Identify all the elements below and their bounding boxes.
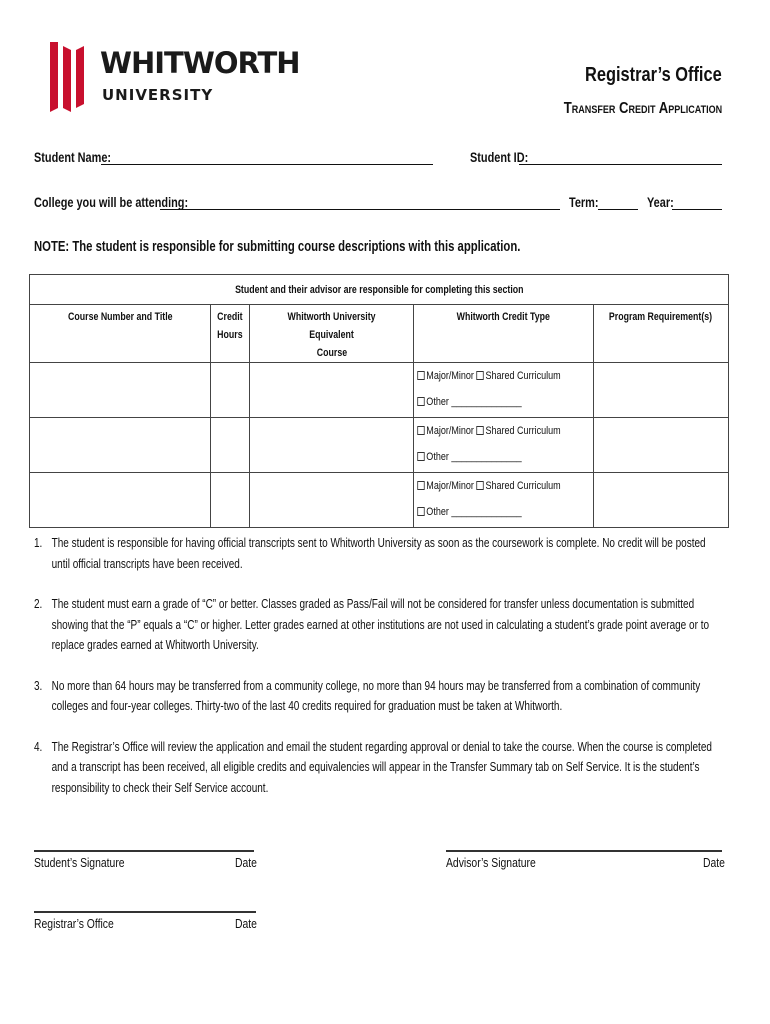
major-minor-checkbox[interactable]	[417, 371, 424, 380]
other-checkbox[interactable]	[417, 397, 424, 406]
note-text: NOTE: The student is responsible for submitting course descriptions with this application.	[34, 239, 521, 255]
course-cell[interactable]	[30, 363, 211, 418]
list-item: 3. No more than 64 hours may be transferred from a community college, no more than 94 hours may be transferred from a combination of community colleges and four-year colleges. Thirty-two of the last 40 credits required for graduation must be taken at Whitworth.	[34, 678, 701, 713]
program-cell[interactable]	[593, 473, 728, 528]
col-course-header: Course Number and Title	[30, 305, 211, 363]
table-row	[30, 473, 729, 528]
college-label: College you will be attending:	[34, 194, 189, 210]
table-row	[30, 418, 729, 473]
list-item: 2. The student must earn a grade of “C” or better. Classes graded as Pass/Fail will not be considered for transfer unless documentation is submitted showing that the “P” equals a “C” or higher. Letter grades earned at other institutions are not used in calculating a student’s grade point average or to replace grades earned at Whitworth University.	[34, 597, 710, 652]
logo-subtitle: UNIVERSITY	[102, 86, 214, 104]
equivalent-cell[interactable]	[249, 363, 413, 418]
course-table	[29, 274, 729, 528]
logo-wordmark: WHITWORTH	[100, 46, 300, 80]
equivalent-cell[interactable]	[249, 473, 413, 528]
equivalent-cell[interactable]	[249, 418, 413, 473]
shared-curriculum-checkbox[interactable]	[476, 371, 483, 380]
program-cell[interactable]	[593, 363, 728, 418]
year-field[interactable]	[672, 209, 722, 210]
other-checkbox[interactable]	[417, 507, 424, 516]
office-title: Registrar’s Office	[585, 64, 722, 86]
student-date-label: Date	[235, 855, 257, 870]
student-name-field[interactable]	[101, 164, 433, 165]
credit-type-cell: Major/Minor Shared Curriculum Other ______________	[414, 363, 594, 418]
program-cell[interactable]	[593, 418, 728, 473]
list-item: 1. The student is responsible for having official transcripts sent to Whitworth University as soon as the coursework is complete. No credit will be posted until official transcripts have been received.	[34, 536, 706, 571]
col-credit-type-header: Whitworth Credit Type	[414, 305, 594, 363]
term-label: Term:	[569, 194, 599, 210]
advisor-signature-label: Advisor’s Signature	[446, 855, 536, 870]
student-id-field[interactable]	[519, 164, 722, 165]
college-field[interactable]	[160, 209, 560, 210]
col-equivalent-header: Whitworth University Equivalent Course	[249, 305, 413, 363]
student-id-label: Student ID:	[470, 149, 529, 165]
university-logo	[48, 42, 300, 114]
col-program-header: Program Requirement(s)	[593, 305, 728, 363]
policy-notes-list	[34, 533, 714, 818]
credit-cell[interactable]	[210, 363, 249, 418]
table-row	[30, 363, 729, 418]
credit-cell[interactable]	[210, 473, 249, 528]
year-label: Year:	[647, 194, 674, 210]
advisor-date-label: Date	[703, 855, 725, 870]
student-signature-line[interactable]	[34, 850, 254, 852]
list-item: 4. The Registrar’s Office will review the application and email the student regarding approval or denial to take the course. When the course is completed and a transcript has been received, all eligible credits and equivalencies will appear in the Transfer Summary tab on Self Service. It is the student’s responsibility to check their Self Service account.	[34, 739, 712, 795]
major-minor-checkbox[interactable]	[417, 426, 424, 435]
course-cell[interactable]	[30, 418, 211, 473]
credit-type-cell: Major/Minor Shared Curriculum Other ______________	[414, 473, 594, 528]
other-checkbox[interactable]	[417, 452, 424, 461]
advisor-signature-line[interactable]	[446, 850, 722, 852]
section-heading: Student and their advisor are responsible for completing this section	[30, 275, 729, 305]
student-signature-label: Student’s Signature	[34, 855, 125, 870]
course-cell[interactable]	[30, 473, 211, 528]
major-minor-checkbox[interactable]	[417, 481, 424, 490]
term-field[interactable]	[598, 209, 638, 210]
col-credit-header: Credit Hours	[210, 305, 249, 363]
shared-curriculum-checkbox[interactable]	[476, 426, 483, 435]
whitworth-shield-icon	[48, 42, 90, 112]
credit-type-cell: Major/Minor Shared Curriculum Other ______________	[414, 418, 594, 473]
registrar-signature-line[interactable]	[34, 911, 256, 913]
credit-cell[interactable]	[210, 418, 249, 473]
registrar-date-label: Date	[235, 916, 257, 931]
form-title: Transfer Credit Application	[563, 100, 722, 117]
shared-curriculum-checkbox[interactable]	[476, 481, 483, 490]
registrar-signature-label: Registrar’s Office	[34, 916, 114, 931]
student-name-label: Student Name:	[34, 149, 112, 165]
